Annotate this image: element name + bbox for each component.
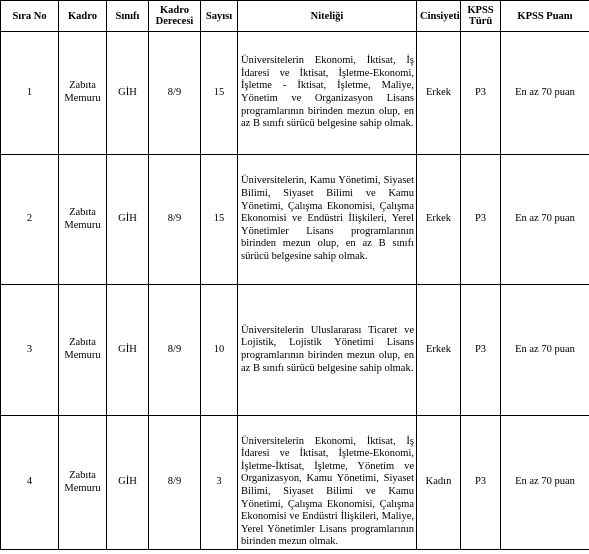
cell-sira-no: 4 bbox=[1, 416, 59, 550]
cell-kadro-derecesi: 8/9 bbox=[149, 285, 201, 416]
cell-kpss-puani: En az 70 puan bbox=[501, 285, 589, 416]
cell-niteligi: Üniversitelerin, Kamu Yönetimi, Siyaset Bilimi, Siyaset Bilimi ve Kamu Yönetimi, Çalışma Ekonomisi, Çalışma Ekonomisi ve Endüstri İlişkileri, Yerel Yönetimler Lisans programlarının birinden mezun olup, en az B sınıfı sürücü belgesine sahip olmak. bbox=[238, 155, 417, 285]
table-row bbox=[1, 416, 589, 550]
cell-kpss-turu: P3 bbox=[461, 416, 501, 550]
cell-kadro: Zabıta Memuru bbox=[59, 285, 107, 416]
table-row bbox=[1, 285, 589, 416]
cell-kpss-turu: P3 bbox=[461, 155, 501, 285]
header-sira-no: Sıra No bbox=[1, 1, 59, 32]
cell-kadro: Zabıta Memuru bbox=[59, 416, 107, 550]
cell-kpss-turu: P3 bbox=[461, 32, 501, 155]
cell-sinifi: GİH bbox=[107, 32, 149, 155]
cell-sinifi: GİH bbox=[107, 416, 149, 550]
cell-sayisi: 10 bbox=[201, 285, 238, 416]
table-row bbox=[1, 32, 589, 155]
header-kpss-turu: KPSS Türü bbox=[461, 1, 501, 32]
cell-cinsiyeti: Erkek bbox=[417, 285, 461, 416]
cell-niteligi: Üniversitelerin Ekonomi, İktisat, İş İdaresi ve İktisat, İşletme-Ekonomi, İşletme-İktisat, İşletme, Yönetim ve Organizasyon, Kamu Yönetimi, Siyaset Bilimi, Siyaset Bilimi ve Kamu Yönetimi, Çalışma Ekonomisi, Çalışma Ekonomisi ve Endüstri İlişkileri, Maliye, Yerel Yönetimler Lisans programlarının birinden mezun olmak. bbox=[238, 416, 417, 550]
header-sayisi: Sayısı bbox=[201, 1, 238, 32]
cell-kpss-puani: En az 70 puan bbox=[501, 155, 589, 285]
header-kadro: Kadro bbox=[59, 1, 107, 32]
header-sinifi: Sınıfı bbox=[107, 1, 149, 32]
cell-sayisi: 15 bbox=[201, 32, 238, 155]
cell-kadro-derecesi: 8/9 bbox=[149, 155, 201, 285]
cell-sinifi: GİH bbox=[107, 285, 149, 416]
cell-cinsiyeti: Erkek bbox=[417, 32, 461, 155]
cell-kadro-derecesi: 8/9 bbox=[149, 416, 201, 550]
header-kpss-puani: KPSS Puanı bbox=[501, 1, 589, 32]
cell-sira-no: 2 bbox=[1, 155, 59, 285]
cell-kpss-puani: En az 70 puan bbox=[501, 416, 589, 550]
header-niteligi: Niteliği bbox=[238, 1, 417, 32]
cell-sinifi: GİH bbox=[107, 155, 149, 285]
cell-kadro: Zabıta Memuru bbox=[59, 155, 107, 285]
cell-kadro: Zabıta Memuru bbox=[59, 32, 107, 155]
cell-sira-no: 1 bbox=[1, 32, 59, 155]
cell-niteligi: Üniversitelerin Uluslararası Ticaret ve Lojistik, Lojistik Yönetimi Lisans programlarının birinden mezun olup, en az B sınıfı sürücü belgesine sahip olmak. bbox=[238, 285, 417, 416]
cell-kadro-derecesi: 8/9 bbox=[149, 32, 201, 155]
header-cinsiyeti: Cinsiyeti bbox=[417, 1, 461, 32]
cell-sayisi: 15 bbox=[201, 155, 238, 285]
header-kadro-derecesi: Kadro Derecesi bbox=[149, 1, 201, 32]
cell-niteligi: Üniversitelerin Ekonomi, İktisat, İş İdaresi ve İktisat, İşletme-Ekonomi, İşletme - İktisat, İşletme, Maliye, Yönetim ve Organizasyon Lisans programlarının birinden mezun olup, en az B sınıfı sürücü belgesine sahip olmak. bbox=[238, 32, 417, 155]
cell-kpss-puani: En az 70 puan bbox=[501, 32, 589, 155]
cell-cinsiyeti: Erkek bbox=[417, 155, 461, 285]
table-row bbox=[1, 155, 589, 285]
cell-kpss-turu: P3 bbox=[461, 285, 501, 416]
cell-sayisi: 3 bbox=[201, 416, 238, 550]
cell-sira-no: 3 bbox=[1, 285, 59, 416]
header-row bbox=[1, 1, 589, 32]
cell-cinsiyeti: Kadın bbox=[417, 416, 461, 550]
